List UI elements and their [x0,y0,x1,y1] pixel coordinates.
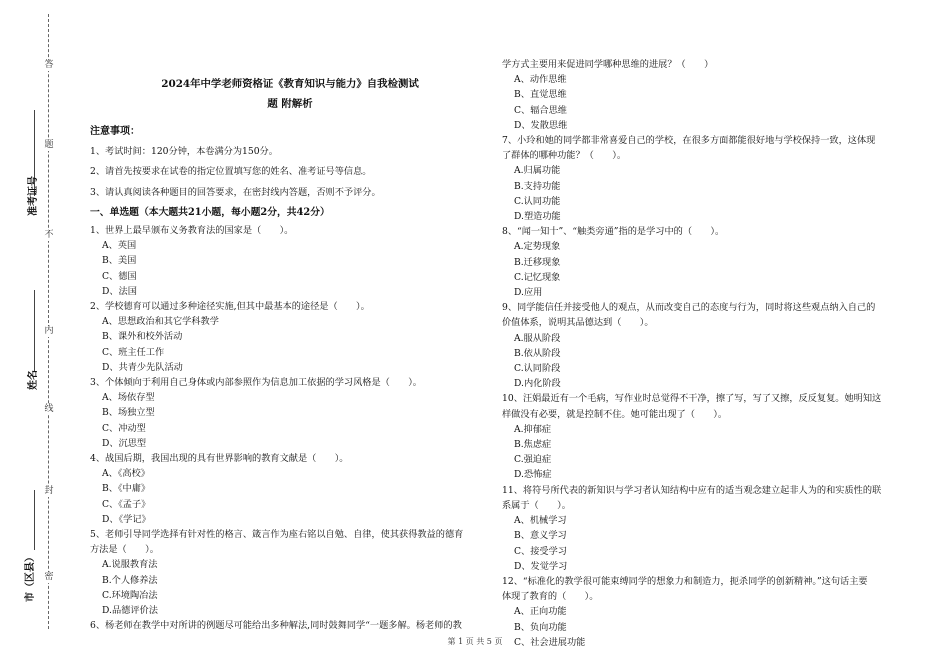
question-stem: 体现了教育的（ ）。 [502,591,599,603]
seal-char: 答 [44,60,54,70]
notice-item: 1、考试时间：120分钟，本卷满分为150分。 [90,146,278,158]
option: C、冲动型 [102,422,146,434]
option: C、社会进展功能 [514,636,586,648]
option: A.说服教育法 [102,559,158,571]
question-stem: 10、汪娟最近有一个毛病，写作业时总觉得不干净，擦了写，写了又擦，反反复复。她明知这 [502,393,882,405]
question-stem: 价值体系，说明其品德达到（ ）。 [502,317,654,329]
option: A、英国 [102,240,137,252]
question-stem: 5、老师引导同学选择有针对性的格言、箴言作为座右铭以自勉、自律，使其获得教益的德育 [90,529,464,541]
option: B.迁移现象 [514,256,561,268]
question-stem: 方法是（ ）。 [90,544,159,556]
exam-title [90,74,490,114]
option: C、班主任工作 [102,346,165,358]
question-2 [90,299,490,375]
question-stem: 7、小玲和她的同学都非常喜爱自己的学校，在很多方面都能很好地与学校保持一致，这体现 [502,135,876,147]
notice-item: 3、请认真阅读各种题目的回答要求，在密封线内答题，否则不予评分。 [90,186,381,198]
option: C、接受学习 [514,545,567,557]
option: C、《孟子》 [102,498,151,510]
option: A、《高校》 [102,468,150,480]
option: D、发觉学习 [514,560,568,572]
ticket-number-label: 准考证号 [28,176,39,216]
option: C、辐合思维 [514,104,567,116]
left-column [90,124,490,634]
notice-item: 2、请首先按要求在试卷的指定位置填写您的姓名、准考证号等信息。 [90,166,372,178]
option: A.抑郁症 [514,423,552,435]
option: B.依从阶段 [514,347,561,359]
seal-char: 密 [44,572,54,582]
option: C.强迫症 [514,454,552,466]
option: C.记忆现象 [514,271,561,283]
option: B.焦虑症 [514,439,552,451]
option: B、直觉思维 [514,89,567,101]
page-footer: 第 1 页 共 5 页 [447,637,503,646]
name-label: 姓名 [28,370,39,390]
question-5 [90,527,490,618]
option: C.认同阶段 [514,363,561,375]
question-stem: 样做没有必要，就是控制不住。她可能出现了（ ）。 [502,408,728,420]
seal-char: 不 [44,230,54,240]
option: B、场独立型 [102,407,155,419]
section-heading: 一、单选题（本大题共21小题，每小题2分，共42分） [90,206,330,218]
title-line-2: 题 附解析 [267,98,313,110]
option: D.塑造功能 [514,211,561,223]
option: A.服从阶段 [514,332,561,344]
option: D.恐怖症 [514,469,552,481]
question-7 [502,133,907,224]
option: B、负向功能 [514,621,567,633]
question-8 [502,224,907,300]
question-stem: 4、战国后期，我国出现的具有世界影响的教育文献是（ ）。 [90,453,349,465]
option: D.内化阶段 [514,378,561,390]
question-stem: 9、同学能信任并接受他人的观点，从而改变自己的态度与行为，同时将这些观点纳入自己的 [502,302,876,314]
question-stem: 学方式主要用来促进同学哪种思维的进展？（ ） [502,59,714,70]
option: B、意义学习 [514,530,567,542]
option: D、沉思型 [102,437,147,449]
option: D.品德评价法 [102,605,158,617]
question-stem: 2、学校德育可以通过多种途径实施,但其中最基本的途径是（ ）。 [90,301,370,313]
question-stem: 3、个体倾向于利用自己身体或内部参照作为信息加工依据的学习风格是（ ）。 [90,377,422,389]
city-line [34,490,35,550]
seal-char: 封 [44,486,54,496]
option: C.环境陶冶法 [102,589,158,601]
seal-char: 线 [44,404,54,414]
right-column [502,57,907,650]
option: D、法国 [102,285,137,297]
option: A.定势现象 [514,241,561,253]
option: B、课外和校外活动 [102,331,183,343]
option: B、《中庸》 [102,483,151,495]
option: B.个人修养法 [102,574,158,586]
option: D、共青少先队活动 [102,361,183,373]
question-9 [502,300,907,391]
seal-char: 题 [44,140,54,150]
option: D.应用 [514,287,543,299]
seal-char: 内 [44,326,54,336]
question-10 [502,391,907,482]
question-1 [90,223,490,299]
question-11 [502,483,907,574]
option: D、《学记》 [102,513,151,525]
notice-heading: 注意事项： [90,126,140,137]
option: A、动作思维 [514,74,567,86]
question-stem: 6、杨老师在教学中对所讲的例题尽可能给出多种解法,同时鼓舞同学“一题多解。杨老师的教 [90,620,462,632]
title-line-1: 2024年中学老师资格证《教育知识与能力》自我检测试 [161,78,419,90]
option: A、正向功能 [514,606,567,618]
question-stem: 1、世界上最早颁布义务教育法的国家是（ ）。 [90,225,294,237]
option: B.支持功能 [514,180,561,192]
question-4 [90,451,490,527]
option: B、美国 [102,255,137,267]
question-stem: 11、将符号所代表的新知识与学习者认知结构中应有的适当观念建立起非人为的和实质性的联 [502,484,882,496]
option: C.认同功能 [514,195,561,207]
question-6-continued [502,57,907,133]
option: A、场依存型 [102,392,155,404]
option: D、发散思维 [514,119,568,131]
question-stem: 12、“标准化的教学很可能束缚同学的想象力和制造力，扼杀同学的创新精神。”这句话主要 [502,575,868,587]
binding-margin [0,0,70,671]
question-3 [90,375,490,451]
option: A、思想政治和其它学科教学 [102,316,219,328]
seal-dashed-line [48,14,49,629]
question-stem: 8、“闻一知十”、“触类旁通”指的是学习中的（ ）。 [502,226,725,238]
city-label: 市（区县） [25,552,36,602]
name-line [34,290,35,372]
option: C、德国 [102,270,137,282]
option: A、机械学习 [514,515,567,527]
question-6 [90,618,490,633]
question-stem: 系属于（ ）。 [502,499,571,511]
question-stem: 了群体的哪种功能？（ ）。 [502,150,627,162]
option: A.归属功能 [514,165,561,177]
